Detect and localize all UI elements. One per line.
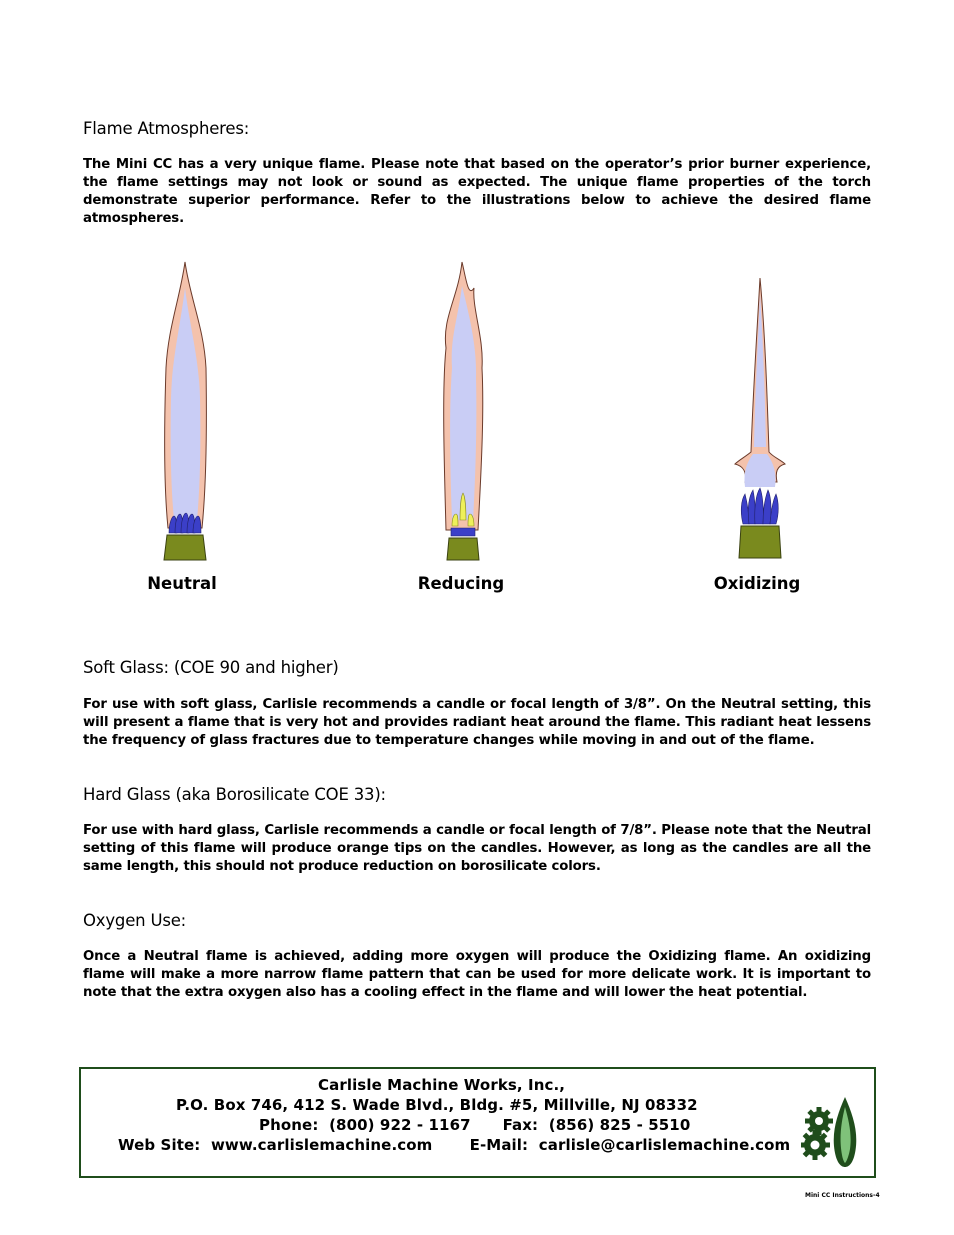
heading-flame-atmospheres: Flame Atmospheres: bbox=[83, 119, 250, 138]
paragraph-soft-glass: For use with soft glass, Carlisle recommends a candle or focal length of 3/8”. On the Neutral setting, this will present a flame that is very hot and provides radiant heat around the flame. This radiant heat lessens the frequency of glass fractures due to temperature changes while moving in and out of the flame. bbox=[83, 697, 871, 748]
heading-hard-glass: Hard Glass (aka Borosilicate COE 33): bbox=[83, 785, 386, 804]
contact-footer bbox=[79, 1067, 876, 1178]
neutral-flame-illustration bbox=[150, 258, 220, 563]
paragraph-flame-atmospheres: The Mini CC has a very unique flame. Please note that based on the operator’s prior burner experience, the flame settings may not look or sound as expected. The unique flame properties of the torch demonstrate superior performance. Refer to the illustrations below to achieve the desired flame atmospheres. bbox=[83, 157, 871, 226]
company-logo-icon bbox=[801, 1093, 859, 1171]
paragraph-hard-glass: For use with hard glass, Carlisle recommends a candle or focal length of 7/8”. Please note that the Neutral setting of this flame will produce orange tips on the candles. However, as long as the candles are all the same length, this should not produce reduction on borosilicate colors. bbox=[83, 823, 871, 874]
heading-soft-glass: Soft Glass: (COE 90 and higher) bbox=[83, 658, 339, 677]
document-id: Mini CC Instructions-4 bbox=[805, 1192, 880, 1199]
reducing-flame-illustration bbox=[430, 258, 500, 563]
heading-oxygen-use: Oxygen Use: bbox=[83, 911, 187, 930]
flame-label-reducing: Reducing bbox=[417, 574, 505, 593]
oxidizing-flame-illustration bbox=[725, 272, 795, 562]
footer-address: P.O. Box 746, 412 S. Wade Blvd., Bldg. #5, Millville, NJ 08332 bbox=[176, 1096, 698, 1114]
footer-phone-fax: Phone: (800) 922 - 1167 Fax: (856) 825 - 5510 bbox=[259, 1116, 691, 1134]
paragraph-oxygen-use: Once a Neutral flame is achieved, adding more oxygen will produce the Oxidizing flame. An oxidizing flame will make a more narrow flame pattern that can be used for more delicate work. It is important to note that the extra oxygen also has a cooling effect in the flame and will lower the heat potential. bbox=[83, 949, 871, 1000]
flame-label-oxidizing: Oxidizing bbox=[713, 574, 801, 593]
footer-web-email: Web Site: www.carlislemachine.com E-Mail: carlisle@carlislemachine.com bbox=[118, 1136, 791, 1154]
footer-company: Carlisle Machine Works, Inc., bbox=[318, 1076, 566, 1094]
flame-label-neutral: Neutral bbox=[147, 574, 217, 593]
